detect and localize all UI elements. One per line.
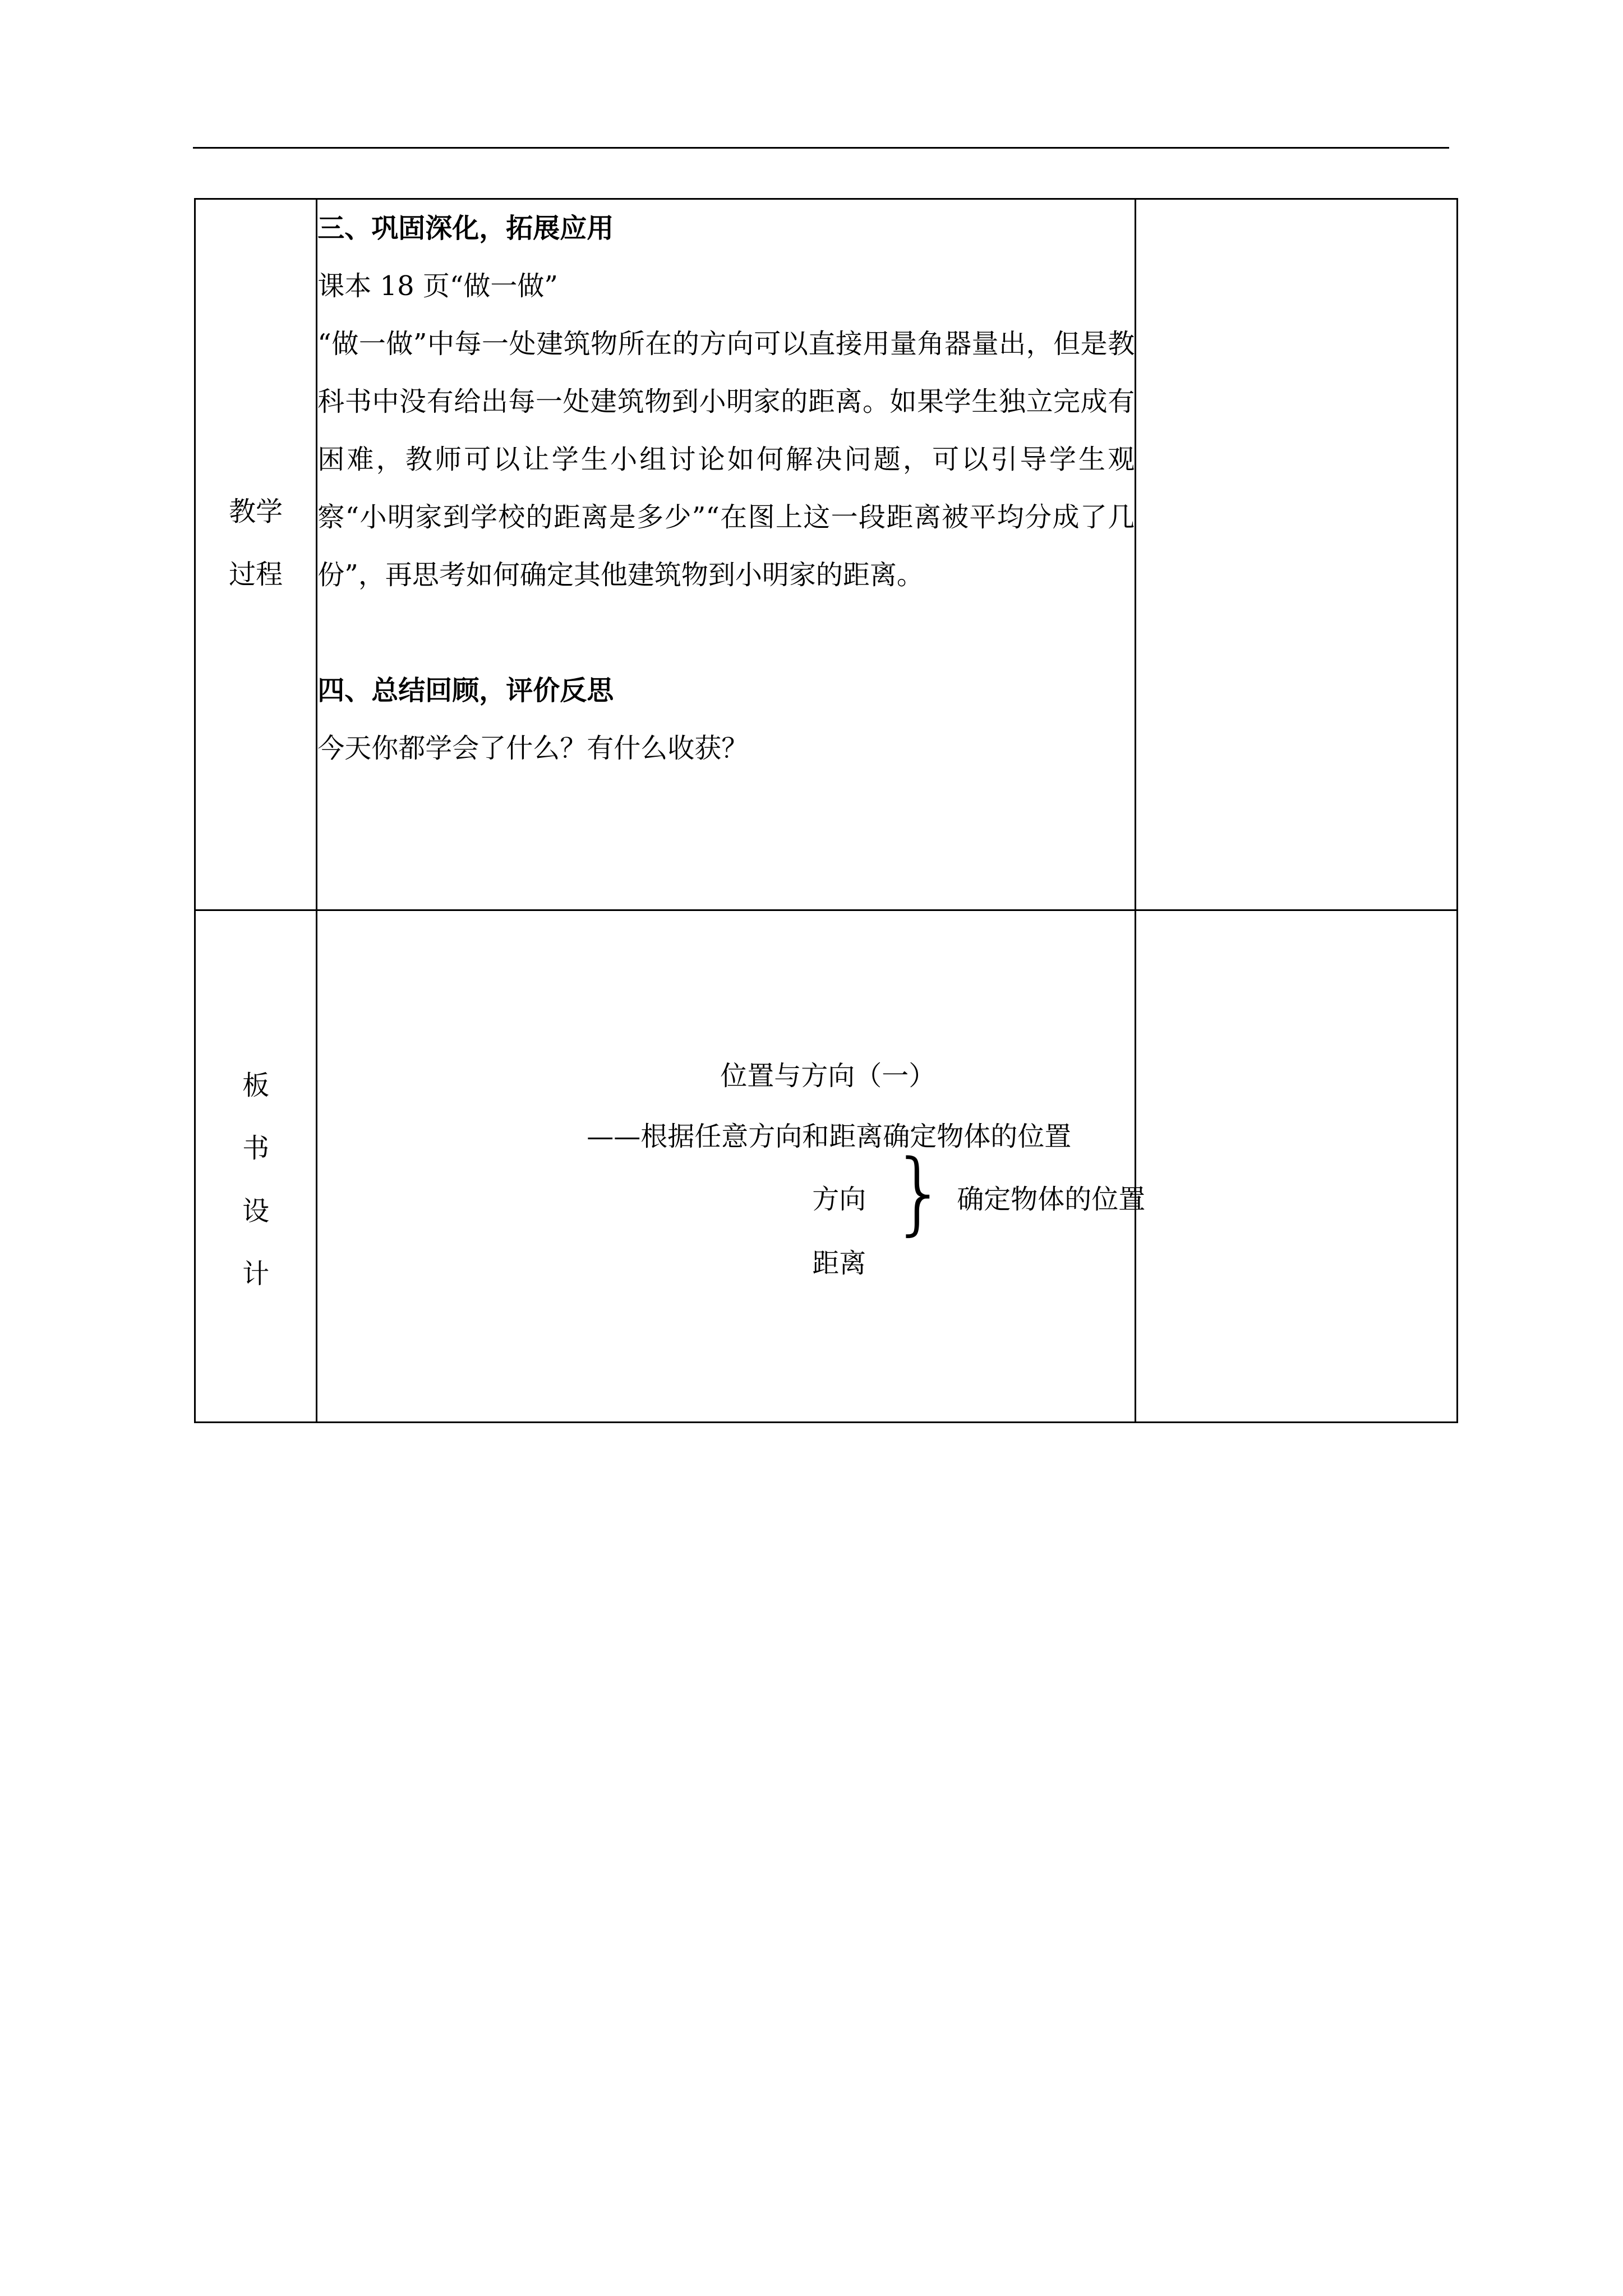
- board-design-notes-cell: [1136, 910, 1458, 1423]
- board-item-direction: 方向: [812, 1184, 866, 1215]
- teaching-process-content: [317, 199, 1136, 910]
- board-subtitle: ——根据任意方向和距离确定物体的位置: [587, 1121, 1072, 1152]
- board-title: 位置与方向（一）: [720, 1060, 936, 1092]
- section-4-heading: 四、总结回顾，评价反思: [317, 675, 614, 706]
- board-item-distance: 距离: [812, 1248, 866, 1279]
- guidance-paragraph: “做一做”中每一处建筑物所在的方向可以直接用量角器量出，但是教科书中没有给出每一处建筑物到小明家的距离。如果学生独立完成有困难，教师可以让学生小组讨论如何解决问题，可以引导学生观察“小明家到学校的距离是多少”“在图上这一段距离被平均分成了几份”，再思考如何确定其他建筑物到小明家的距离。: [317, 328, 1135, 591]
- board-design-label-cell: [195, 910, 317, 1423]
- board-label-char-3: 设: [242, 1195, 270, 1227]
- board-label-char-1: 板: [242, 1070, 270, 1101]
- header-rule: [193, 147, 1449, 149]
- board-brace-result: 确定物体的位置: [957, 1184, 1146, 1215]
- teaching-process-row: [195, 199, 1458, 910]
- textbook-reference: 课本 18 页“做一做”: [317, 270, 558, 302]
- section-3-heading: 三、巩固深化，拓展应用: [317, 213, 614, 244]
- teaching-process-label-cell: [195, 199, 317, 910]
- teaching-process-label: 教学过程: [229, 496, 283, 590]
- board-design-row: [195, 910, 1458, 1423]
- board-design-content: [317, 910, 1146, 1423]
- curly-brace-icon: }: [891, 1140, 948, 1245]
- board-label-char-2: 书: [242, 1133, 270, 1164]
- board-label-char-4: 计: [242, 1258, 270, 1290]
- reflection-question: 今天你都学会了什么？有什么收获？: [317, 733, 749, 764]
- teaching-process-notes-cell: [1136, 199, 1458, 910]
- lesson-plan-table: [194, 198, 1458, 1423]
